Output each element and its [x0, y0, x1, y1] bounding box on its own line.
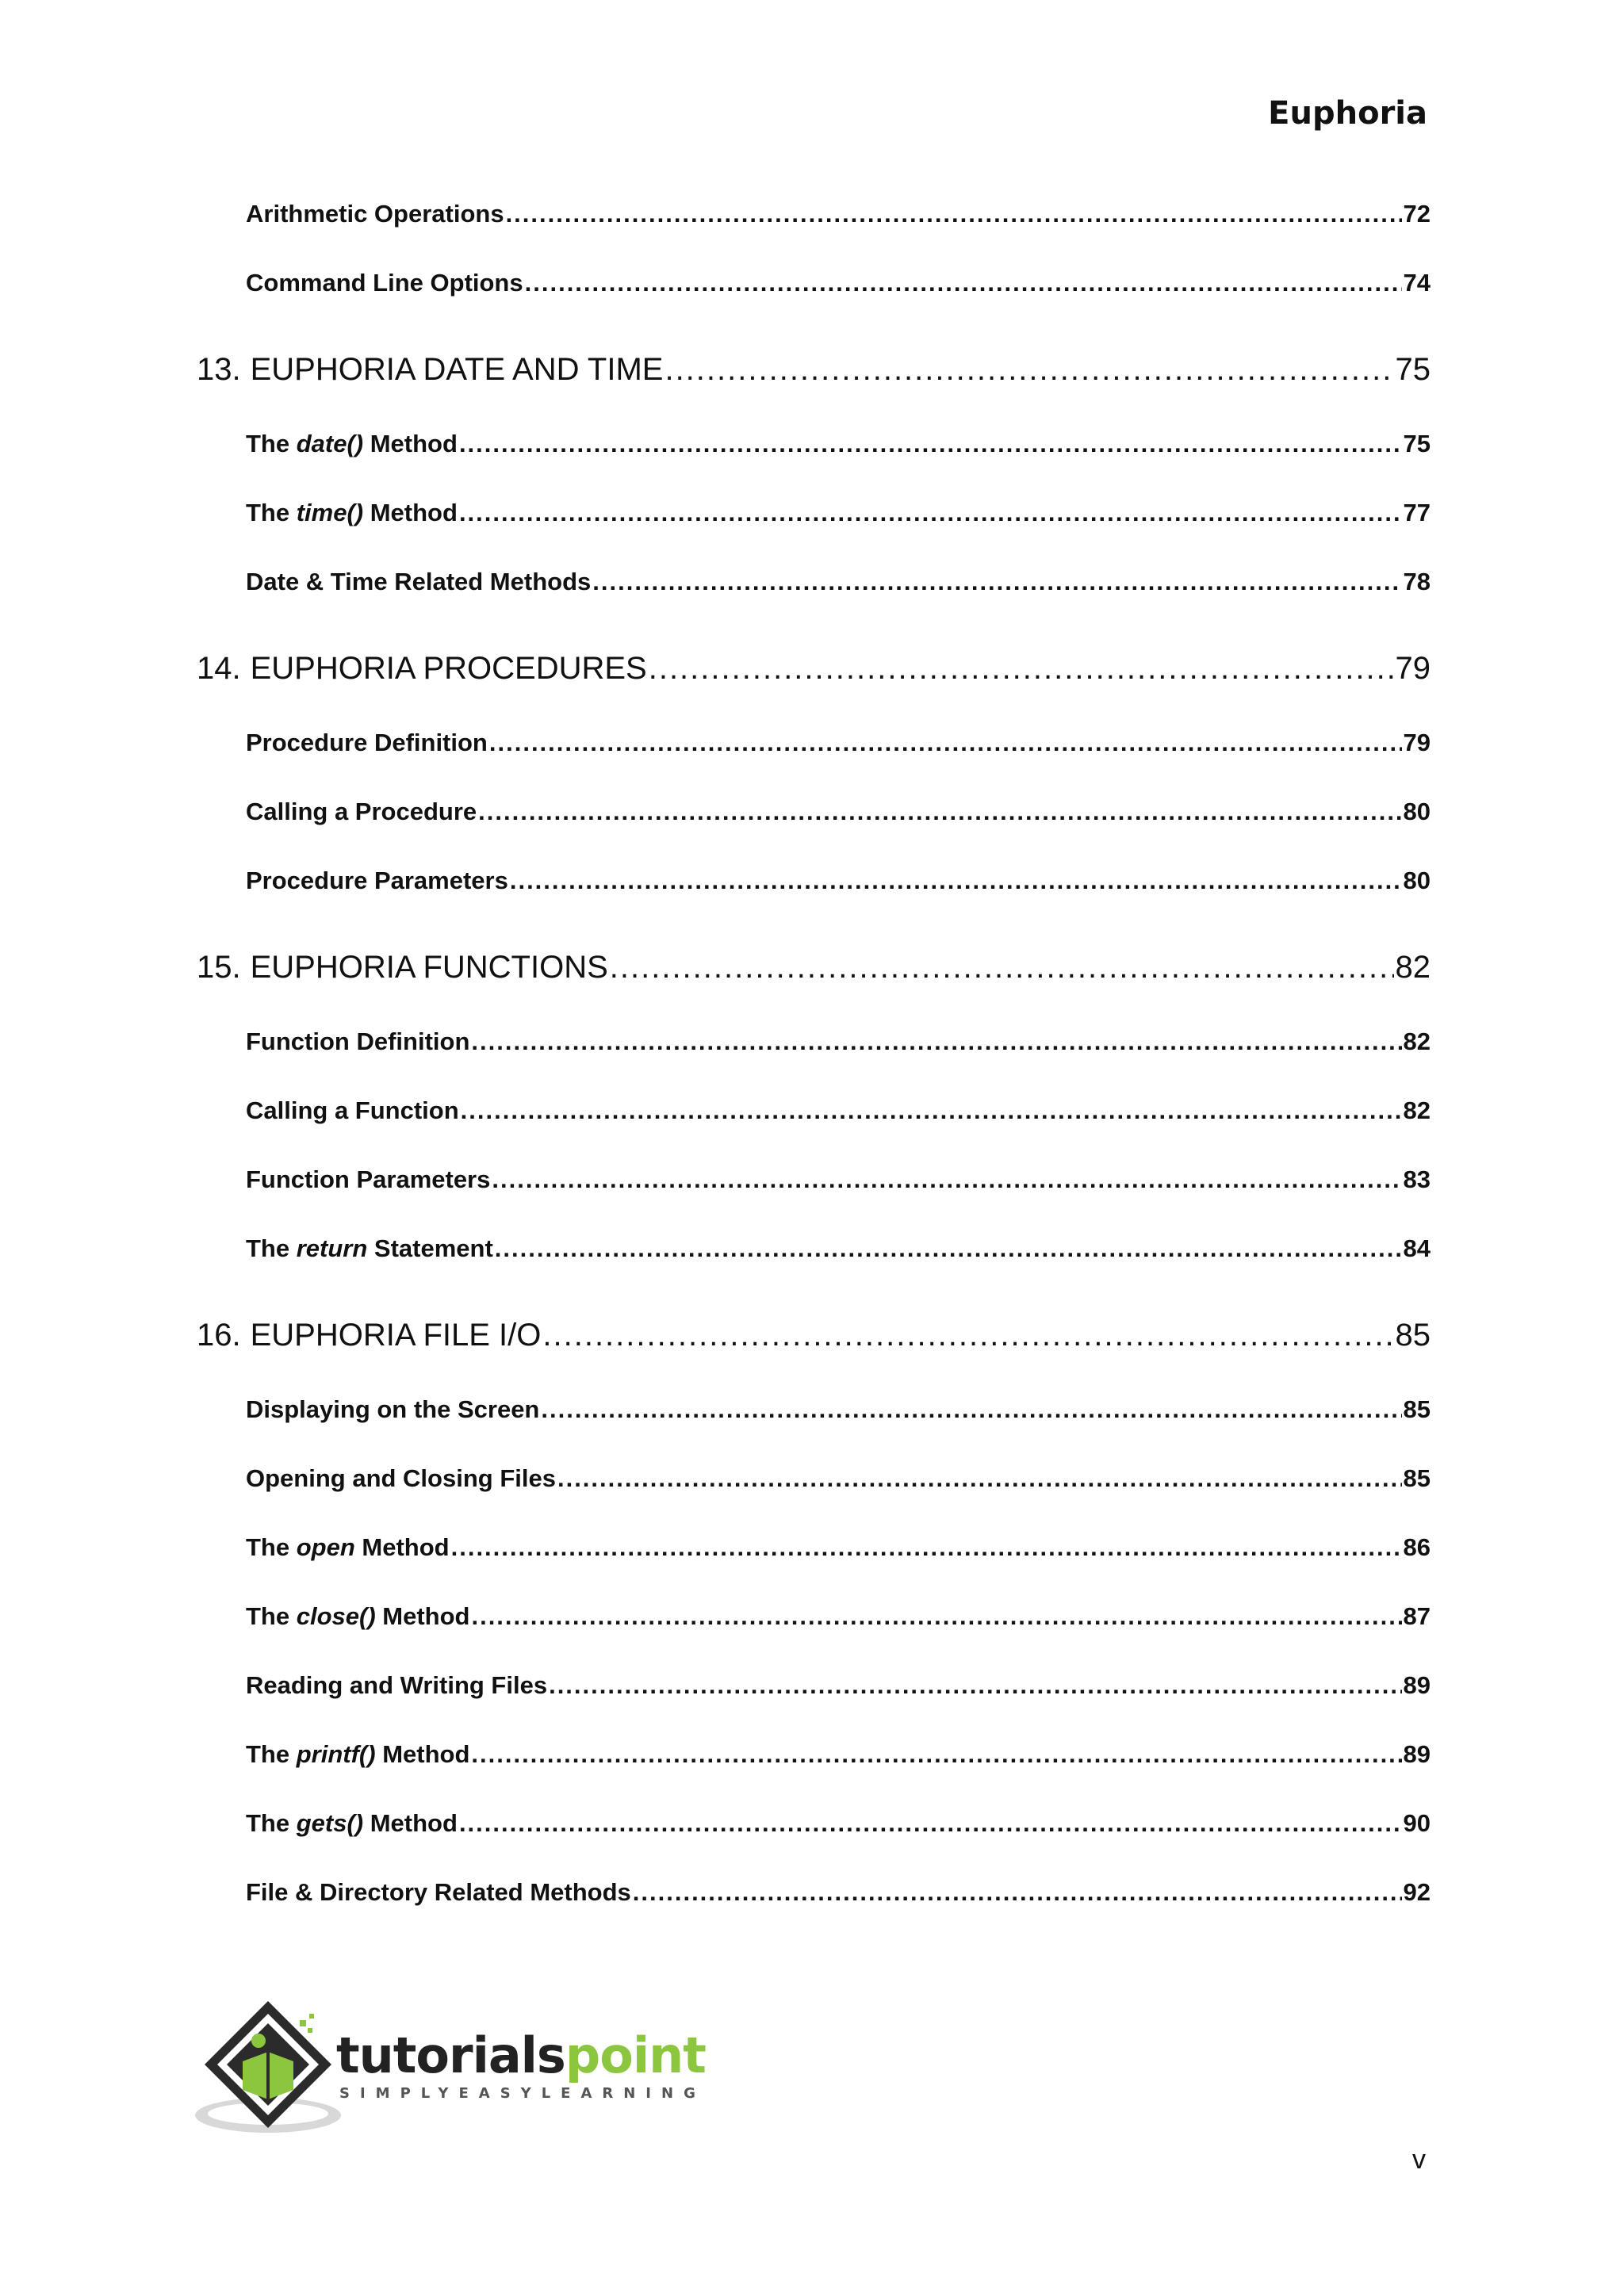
toc-title-code: date(): [296, 430, 364, 457]
toc-dot-leader: [489, 727, 1402, 759]
toc-entry-title: [246, 267, 523, 299]
logo-wordmark: [336, 2026, 706, 2084]
toc-entry-title: [246, 1877, 631, 1908]
toc-entry-title: [246, 1601, 469, 1632]
toc-title-text: The: [246, 1533, 297, 1561]
toc-entry-title: [246, 198, 504, 230]
toc-title-text: The: [246, 499, 297, 526]
toc-title-suffix: Method: [354, 1533, 450, 1561]
toc-page-number: 82: [1403, 1027, 1431, 1055]
toc-section-entry[interactable]: [246, 428, 1431, 460]
toc-entry-title: [246, 428, 458, 460]
toc-page-number: 84: [1403, 1234, 1431, 1262]
logo-word-tutorials: tutorials: [336, 2026, 565, 2084]
toc-title-text: Procedure Definition: [246, 729, 488, 756]
toc-title-code: return: [296, 1234, 368, 1262]
toc-entry-title: [246, 497, 458, 529]
toc-title-text: EUPHORIA DATE AND TIME: [250, 352, 664, 387]
toc-page-number: 82: [1403, 1096, 1431, 1124]
toc-title-text: File & Directory Related Methods: [246, 1878, 631, 1906]
toc-title-text: Arithmetic Operations: [246, 200, 504, 228]
toc-dot-leader: [478, 796, 1401, 828]
toc-chapter-number: 16.: [197, 1318, 241, 1353]
toc-dot-leader: [471, 1739, 1401, 1770]
toc-title-text: The: [246, 1809, 297, 1837]
toc-dot-leader: [665, 349, 1393, 390]
toc-title-suffix: Method: [375, 1740, 470, 1768]
toc-chapter-number: 14.: [197, 651, 241, 686]
toc-entry-title: [246, 1463, 556, 1494]
toc-dot-leader: [506, 198, 1402, 230]
toc-chapter-entry[interactable]: [197, 349, 1431, 390]
toc-title-text: Calling a Function: [246, 1096, 459, 1124]
toc-section-entry[interactable]: [246, 1808, 1431, 1839]
toc-entry-title: [197, 947, 608, 988]
toc-title-text: Function Parameters: [246, 1165, 491, 1193]
toc-page-number: 89: [1403, 1740, 1431, 1768]
toc-chapter-number: 13.: [197, 352, 241, 387]
toc-entry-title: [246, 1394, 539, 1425]
toc-page-number: 78: [1403, 568, 1431, 595]
toc-entry-title: [246, 1164, 490, 1196]
toc-entry-title: [246, 727, 488, 759]
logo-tagline: SIMPLYEASYLEARNING: [339, 2085, 706, 2102]
toc-section-entry[interactable]: [246, 1164, 1431, 1196]
toc-page-number: 75: [1395, 352, 1431, 387]
toc-entry-title: [246, 796, 477, 828]
toc-dot-leader: [633, 1877, 1402, 1908]
toc-title-code: printf(): [296, 1740, 376, 1768]
toc-page-number: 74: [1403, 269, 1431, 297]
toc-page-number: 85: [1403, 1464, 1431, 1492]
toc-entry-title: [197, 349, 663, 390]
toc-page-number: 85: [1403, 1395, 1431, 1423]
toc-title-text: Reading and Writing Files: [246, 1671, 548, 1699]
toc-title-text: Displaying on the Screen: [246, 1395, 540, 1423]
toc-page-number: 77: [1403, 499, 1431, 526]
toc-dot-leader: [592, 566, 1401, 598]
toc-section-entry[interactable]: [246, 1739, 1431, 1770]
toc-section-entry[interactable]: [246, 1026, 1431, 1058]
toc-title-text: The: [246, 430, 297, 457]
toc-section-entry[interactable]: [246, 865, 1431, 897]
toc-title-code: gets(): [296, 1809, 364, 1837]
toc-page-number: 79: [1395, 651, 1431, 686]
toc-title-text: Opening and Closing Files: [246, 1464, 556, 1492]
tutorialspoint-logo-icon: [195, 1996, 346, 2139]
page-number: v: [1412, 2145, 1426, 2175]
toc-title-suffix: Method: [363, 1809, 458, 1837]
toc-dot-leader: [492, 1164, 1401, 1196]
toc-title-code: time(): [296, 499, 364, 526]
toc-dot-leader: [459, 497, 1402, 529]
toc-section-entry[interactable]: [246, 1394, 1431, 1425]
toc-dot-leader: [525, 267, 1402, 299]
toc-title-code: open: [296, 1533, 355, 1561]
toc-dot-leader: [542, 1314, 1393, 1356]
toc-section-entry[interactable]: [246, 1670, 1431, 1701]
toc-dot-leader: [495, 1233, 1402, 1265]
toc-page-number: 80: [1403, 798, 1431, 825]
toc-title-text: The: [246, 1602, 297, 1630]
toc-dot-leader: [541, 1394, 1401, 1425]
toc-dot-leader: [451, 1532, 1402, 1563]
toc-entry-title: [246, 1670, 547, 1701]
toc-entry-title: [246, 1739, 469, 1770]
toc-section-entry[interactable]: [246, 1877, 1431, 1908]
toc-section-entry[interactable]: [246, 1463, 1431, 1494]
toc-section-entry[interactable]: [246, 198, 1431, 230]
toc-section-entry[interactable]: [246, 1532, 1431, 1563]
toc-section-entry[interactable]: [246, 1095, 1431, 1127]
toc-dot-leader: [610, 947, 1394, 988]
toc-section-entry[interactable]: [246, 1601, 1431, 1632]
toc-chapter-entry[interactable]: [197, 1314, 1431, 1356]
toc-dot-leader: [649, 648, 1394, 689]
toc-dot-leader: [459, 428, 1402, 460]
toc-page-number: 75: [1403, 430, 1431, 457]
running-header: Euphoria: [1268, 95, 1427, 132]
toc-entry-title: [197, 648, 647, 689]
toc-page-number: 72: [1403, 200, 1431, 228]
toc-section-entry[interactable]: [246, 497, 1431, 529]
toc-page-number: 90: [1403, 1809, 1431, 1837]
toc-dot-leader: [471, 1026, 1401, 1058]
toc-section-entry[interactable]: [246, 796, 1431, 828]
toc-dot-leader: [510, 865, 1402, 897]
toc-title-text: EUPHORIA FUNCTIONS: [250, 950, 608, 985]
toc-dot-leader: [471, 1601, 1401, 1632]
toc-page-number: 83: [1403, 1165, 1431, 1193]
toc-page-number: 92: [1403, 1878, 1431, 1906]
toc-section-entry[interactable]: [246, 727, 1431, 759]
toc-title-code: close(): [296, 1602, 376, 1630]
toc-section-entry[interactable]: [246, 267, 1431, 299]
toc-title-text: The: [246, 1740, 297, 1768]
toc-dot-leader: [549, 1670, 1401, 1701]
toc-dot-leader: [459, 1808, 1402, 1839]
tutorialspoint-logo: [195, 1996, 706, 2139]
toc-title-suffix: Method: [363, 430, 458, 457]
toc-chapter-number: 15.: [197, 950, 241, 985]
toc-entry-title: [246, 566, 591, 598]
toc-entry-title: [246, 1532, 450, 1563]
toc-title-text: Procedure Parameters: [246, 867, 508, 894]
logo-word-point: point: [565, 2026, 706, 2084]
toc-chapter-entry[interactable]: [197, 648, 1431, 689]
toc-entry-title: [246, 1233, 493, 1265]
toc-title-text: Date & Time Related Methods: [246, 568, 592, 595]
toc-title-text: Function Definition: [246, 1027, 470, 1055]
toc-page-number: 85: [1395, 1318, 1431, 1353]
toc-title-suffix: Statement: [367, 1234, 493, 1262]
toc-entry-title: [246, 865, 508, 897]
toc-page-number: 89: [1403, 1671, 1431, 1699]
toc-entry-title: [246, 1026, 469, 1058]
toc-page-number: 87: [1403, 1602, 1431, 1630]
toc-title-text: EUPHORIA PROCEDURES: [250, 651, 647, 686]
toc-entry-title: [246, 1808, 458, 1839]
toc-page-number: 82: [1395, 950, 1431, 985]
toc-page-number: 79: [1403, 729, 1431, 756]
toc-title-text: The: [246, 1234, 297, 1262]
toc-title-text: EUPHORIA FILE I/O: [250, 1318, 542, 1353]
toc-title-suffix: Method: [375, 1602, 470, 1630]
toc-entry-title: [197, 1314, 541, 1356]
toc-entry-title: [246, 1095, 459, 1127]
toc-title-text: Command Line Options: [246, 269, 523, 297]
toc-dot-leader: [461, 1095, 1402, 1127]
toc-title-text: Calling a Procedure: [246, 798, 477, 825]
toc-dot-leader: [557, 1463, 1402, 1494]
toc-page-number: 86: [1403, 1533, 1431, 1561]
toc-section-entry[interactable]: [246, 566, 1431, 598]
toc-page-number: 80: [1403, 867, 1431, 894]
toc-chapter-entry[interactable]: [197, 947, 1431, 988]
toc-title-suffix: Method: [363, 499, 458, 526]
toc-section-entry[interactable]: [246, 1233, 1431, 1265]
